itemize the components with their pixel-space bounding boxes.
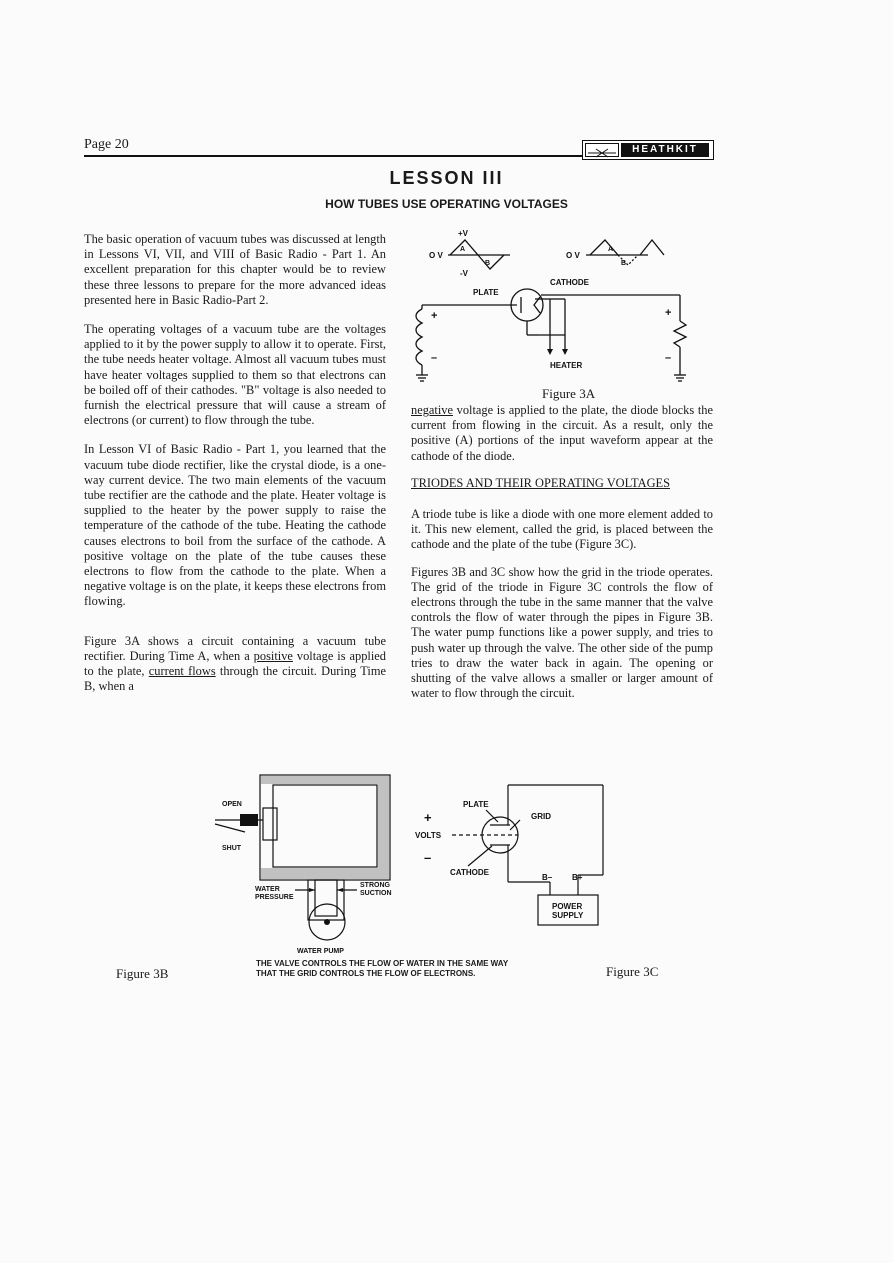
figure-3b-caption: Figure 3B [116,966,169,981]
cathode-label: CATHODE [550,278,589,287]
paragraph: The operating voltages of a vacuum tube are the voltages applied to it by the power supply to allow it to operate. First, the tube needs heater voltage. Almost all vacuum tubes must have heater voltages supplied to them so that electrons can be boiled off of their cathodes. "B" voltage is also needed to furnish the electrical pressure that will cause a stream of electrons (or current) to flow through the tube. [84,322,386,428]
plus-left-label: + [431,310,438,322]
figure-3a-diagram [410,225,715,385]
water-pressure-label: WATER [255,886,280,893]
brand-logo [582,140,714,160]
heater-label: HEATER [550,361,583,370]
figure-3c-diagram [410,780,615,930]
paragraph: In Lesson VI of Basic Radio - Part 1, you learned that the vacuum tube diode rectifier, like the crystal diode, is a one-way current device. The two main elements of the vacuum tube rectifier are the cathode and the plate. Heater voltage is supplied to the heater by the power supply to raise the temperature of the cathode of the tube. Heating the cathode causes electrons to boil from the surface of the cathode. A positive voltage on the plate of the tube causes these electrons to flow from the cathode to the plate. When a negative voltage is on the plate, it keeps these electrons from flowing. [84,442,386,609]
cathode-label: CATHODE [450,868,489,877]
grid-label: GRID [531,812,551,821]
figure-3a-caption: Figure 3A [542,386,596,401]
wave-b-right-label: B [621,260,627,267]
lesson-title: LESSON III [389,168,504,188]
water-pump-label: WATER PUMP [297,948,344,955]
strong-suction-label-2: SUCTION [360,890,392,897]
lesson-subtitle: HOW TUBES USE OPERATING VOLTAGES [325,197,568,211]
water-pressure-label-2: PRESSURE [255,894,294,901]
plus-label: + [424,810,432,825]
paragraph: Figure 3A shows a circuit containing a vacuum tube rectifier. During Time A, when a positive voltage is applied to the plate, current flows through the circuit. During Time B, when a [84,633,387,694]
brand-emblem-icon [585,143,619,157]
page-number: Page 20 [84,137,129,152]
left-column [84,232,386,708]
section-heading: TRIODES AND THEIR OPERATING VOLTAGES [411,475,670,490]
paragraph: negative voltage is applied to the plate, the diode blocks the current from flowing in the circuit. As a result, only the positive (A) portions of the input waveform appear at the cathode of the diode. [411,403,713,463]
figure-3c-caption: Figure 3C [606,964,659,979]
plus-right-label: + [665,307,672,319]
zero-v-right-label: O V [566,251,580,260]
figure-3b-diagram [205,770,405,960]
shared-caption-line1: THE VALVE CONTROLS THE FLOW OF WATER IN THE SAME WAY [256,959,509,968]
minus-v-label: -V [460,269,468,278]
b-plus-label: B+ [572,873,583,882]
shut-label: SHUT [222,845,242,852]
wave-a-right-label: A [608,246,614,253]
power-supply-label-2: SUPPLY [552,911,584,920]
zero-v-left-label: O V [429,251,443,260]
power-supply-label: POWER [552,902,583,911]
b-minus-label: B– [542,873,553,882]
shared-caption-line2: THAT THE GRID CONTROLS THE FLOW OF ELECTRONS. [256,969,476,978]
minus-right-label: – [665,352,672,364]
paragraph: Figures 3B and 3C show how the grid in the triode operates. The grid of the triode in Figure 3C controls the flow of electrons through the tube in the same manner that the valve controls the flow of water through the pipes in Figure 3B. The water pump functions like a power supply, and tries to push water up through the valve. The other side of the pump tries to draw the water back in again. The opening or shutting of the valve allows a smaller or larger amount of water to flow through the circuit. [411,564,713,701]
plus-v-label: +V [458,229,469,238]
volts-label: VOLTS [415,831,442,840]
wave-b-left-label: B [485,260,491,267]
paragraph: A triode tube is like a diode with one more element added to it. This new element, called the grid, is placed between the cathode and the plate of the tube (Figure 3C). [411,507,713,552]
plate-label: PLATE [463,800,489,809]
wave-a-left-label: A [460,246,466,253]
minus-left-label: – [431,352,438,364]
strong-suction-label: STRONG [360,882,390,889]
brand-name: HEATHKIT [621,143,709,157]
right-column [411,403,713,713]
paragraph: The basic operation of vacuum tubes was discussed at length in Lessons VI, VII, and VIII of Basic Radio - Part 1. An excellent preparation for this chapter would be to review these three lessons to prepare for the more advanced ideas presented here in Basic Radio-Part 2. [84,232,386,307]
open-label: OPEN [222,801,242,808]
plate-label: PLATE [473,288,499,297]
minus-label: – [424,850,432,865]
